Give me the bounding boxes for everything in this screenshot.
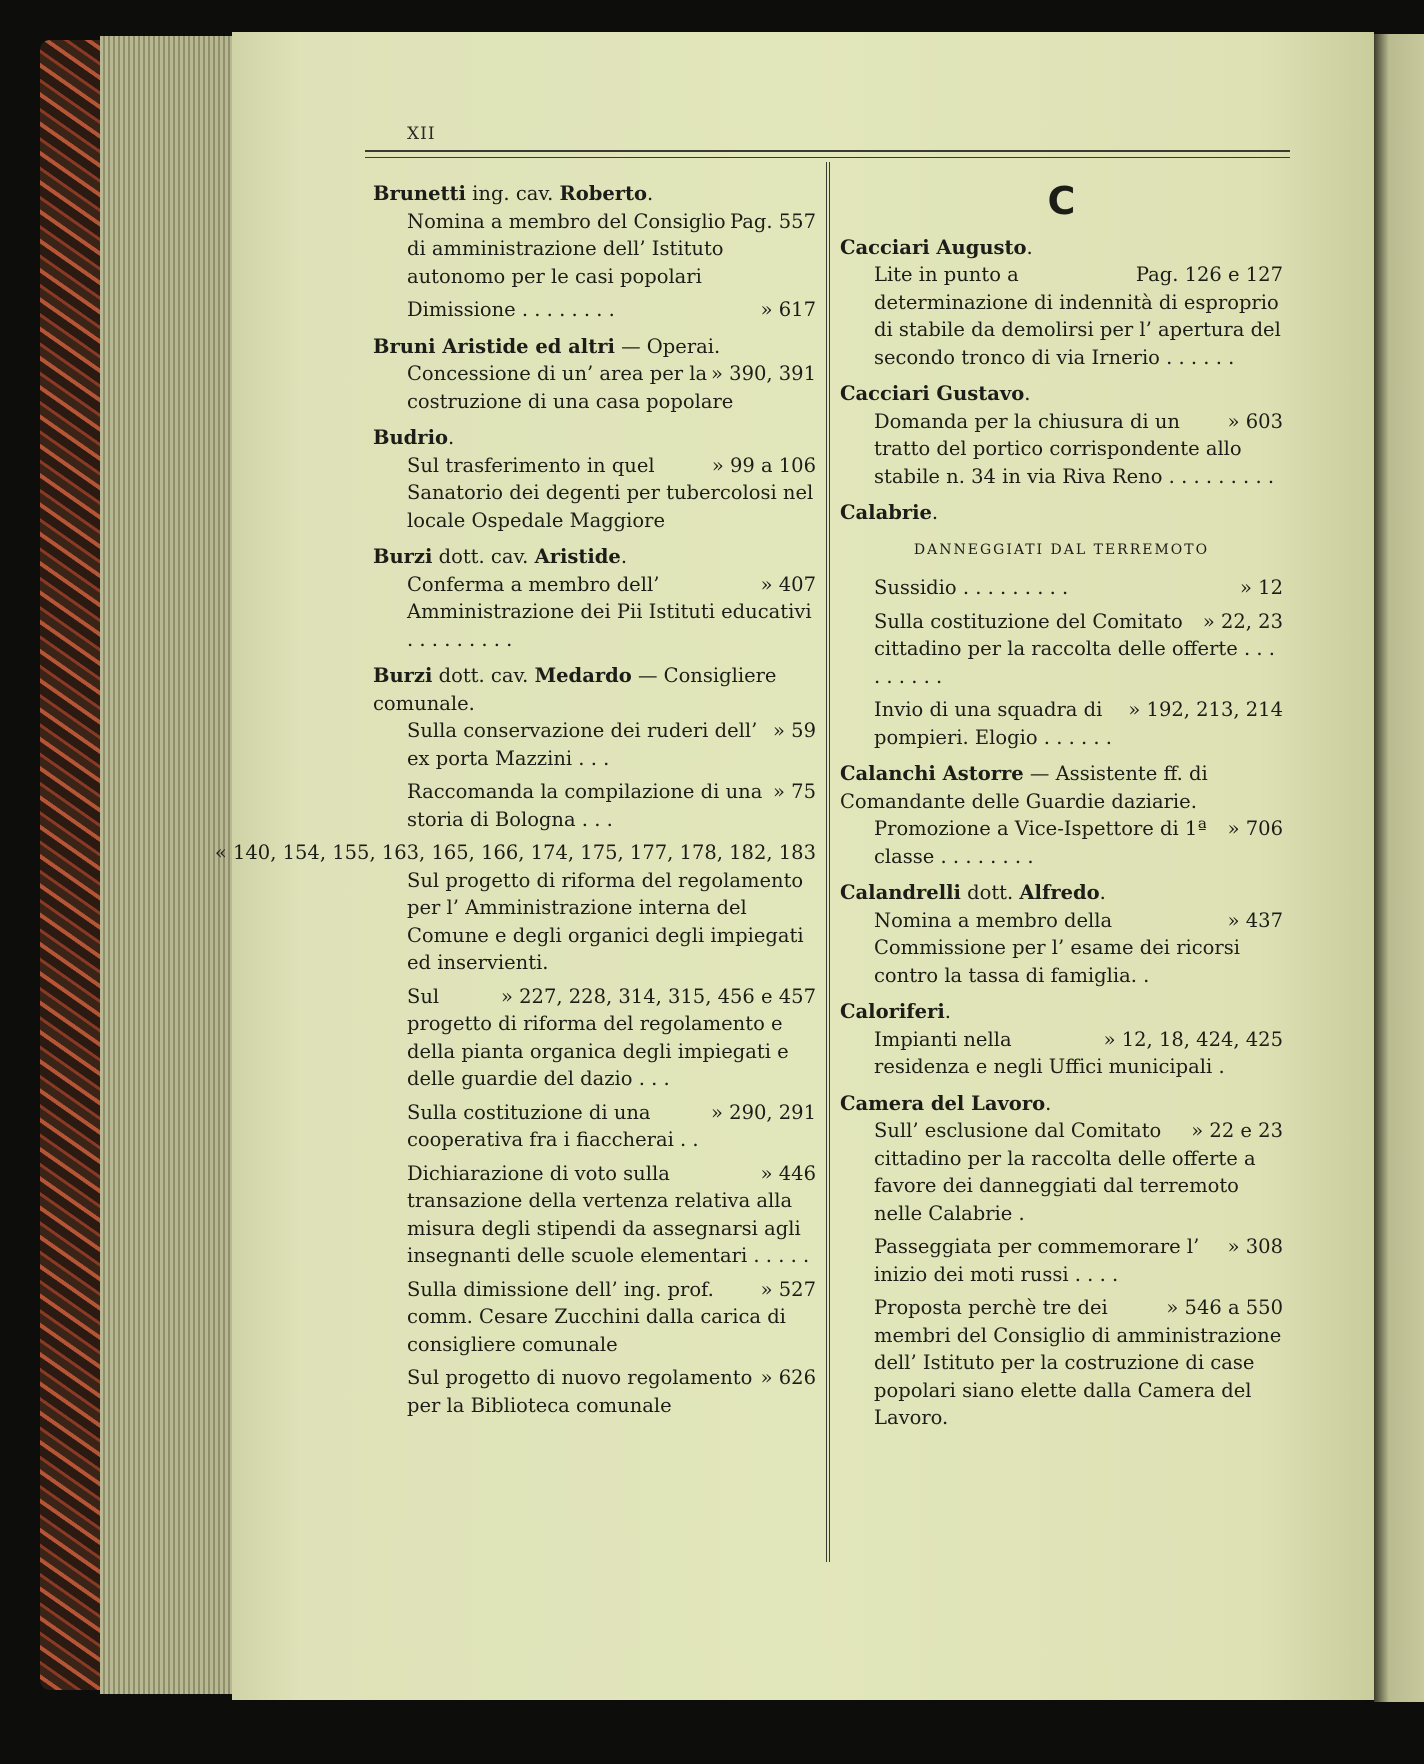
- subentry-text: Sul progetto di riforma del regolamento e della pianta organica degli impiegati e delle guardie del dazio . . .: [407, 984, 789, 1090]
- heading-name: Burzi: [373, 664, 433, 687]
- index-subentry: [874, 261, 1283, 371]
- index-subentry: [407, 983, 816, 1093]
- page-reference: » 75: [773, 780, 816, 803]
- heading-name: Cacciari Gustavo: [840, 382, 1025, 405]
- heading-name: Calandrelli: [840, 881, 961, 904]
- page-reference: » 99 a 106: [711, 453, 816, 477]
- index-entry: [373, 424, 816, 534]
- index-entry: [373, 543, 816, 653]
- index-subentry: [407, 1160, 816, 1270]
- subentry-text: Dimissione . . . . . . . .: [407, 298, 615, 321]
- right-column-entries: [840, 234, 1283, 1432]
- page-reference: » 192, 213, 214: [1128, 698, 1283, 721]
- subentry-text: Sull’ esclusione dal Comitato cittadino per la raccolta delle offerte a favore dei danneggiati dal terremoto nelle Calabrie .: [874, 1119, 1256, 1225]
- entry-heading: [840, 998, 1283, 1026]
- subsection-title: DANNEGGIATI DAL TERREMOTO: [913, 541, 1210, 558]
- index-subentry: [407, 1276, 816, 1359]
- subentry-text: Promozione a Vice-Ispettore di 1ª classe . . . . . . . .: [874, 817, 1207, 868]
- heading-note: .: [1099, 881, 1106, 904]
- index-entry: [214, 662, 816, 1419]
- marbled-cover: [40, 40, 108, 1690]
- subentry-text: Sul trasferimento in quel Sanatorio dei degenti per tubercolosi nel locale Ospedale Maggiore: [407, 453, 814, 532]
- entry-heading: [373, 333, 816, 361]
- heading-title: dott. cav.: [432, 664, 535, 687]
- index-subentry: [407, 452, 816, 535]
- heading-title: ing. cav.: [465, 182, 560, 205]
- subentry-text: Nomina a membro della Commissione per l’ esame dei ricorsi contro la tassa di famiglia. .: [874, 908, 1240, 987]
- heading-title: .: [447, 426, 455, 449]
- header-rule: [365, 150, 1290, 158]
- left-column: [214, 180, 816, 1428]
- page-reference: » 407: [760, 572, 816, 596]
- entry-heading: [373, 424, 816, 452]
- index-subentry: [407, 778, 816, 833]
- index-entry: [840, 760, 1283, 870]
- entry-heading: [373, 543, 816, 571]
- heading-title: .: [1024, 382, 1031, 405]
- page-reference: » 446: [760, 1161, 816, 1185]
- index-entry: [373, 333, 816, 416]
- page-reference: » 59: [773, 719, 816, 742]
- entry-heading: [373, 662, 816, 717]
- subentry-text: Sussidio . . . . . . . . .: [874, 576, 1069, 599]
- subentry-text: Proposta perchè tre dei membri del Consiglio di amministrazione dell’ Istituto per la costruzione di case popolari siano elette dalla Camera del Lavoro.: [874, 1296, 1282, 1429]
- heading-name: Cacciari Augusto: [840, 235, 1027, 259]
- page-reference: » 22 e 23: [1191, 1119, 1283, 1142]
- subentry-text: Invio di una squadra di pompieri. Elogio . . . . . .: [874, 698, 1112, 749]
- heading-title: — Operai.: [614, 334, 721, 358]
- heading-title: dott. cav.: [432, 545, 535, 568]
- subentry-text: Sulla dimissione dell’ ing. prof. comm. Cesare Zucchini dalla carica di consigliere comunale: [407, 1277, 786, 1356]
- heading-given-name: Aristide: [534, 545, 621, 568]
- heading-name: Camera del Lavoro: [840, 1091, 1046, 1115]
- subentry-text: Sul progetto di riforma del regolamento per l’ Amministrazione interna del Comune e degli organici degli impiegati ed inservienti.: [407, 868, 804, 974]
- entry-heading: [840, 760, 1283, 815]
- page-reference: » 527: [760, 1277, 816, 1301]
- subentry-text: Impianti nella residenza e negli Uffici municipali .: [874, 1027, 1225, 1078]
- index-subentry: [874, 408, 1283, 491]
- subentry-text: Raccomanda la compilazione di una storia di Bologna . . .: [407, 780, 763, 831]
- index-subentry: [407, 1364, 816, 1419]
- heading-title: .: [944, 1000, 951, 1023]
- subentry-text: Conferma a membro dell’ Amministrazione dei Pii Istituti educativi . . . . . . . . .: [407, 572, 812, 651]
- heading-given-name: Roberto: [559, 182, 648, 205]
- heading-note: — Consigliere comunale.: [373, 664, 777, 715]
- index-entry: [840, 1090, 1283, 1432]
- page-reference: » 390, 391: [711, 362, 816, 385]
- index-entry: [840, 879, 1283, 989]
- subentry-text: Sulla conservazione dei ruderi dell’ ex porta Mazzini . . .: [407, 719, 758, 770]
- page-reference: » 437: [1227, 908, 1283, 932]
- page-reference: » 12: [1240, 576, 1283, 599]
- index-subentry: [214, 839, 816, 977]
- heading-title: .: [1045, 1091, 1052, 1115]
- page-reference: » 227, 228, 314, 315, 456 e 457: [501, 984, 816, 1008]
- heading-note: .: [620, 545, 628, 568]
- subentry-text: Passeggiata per commemorare l’ inizio dei moti russi . . . .: [874, 1235, 1200, 1286]
- subentry-text: Dichiarazione di voto sulla transazione della vertenza relativa alla misura degli stipendi da assegnarsi agli insegnanti delle scuole elementari . . . . .: [407, 1161, 810, 1267]
- index-subentry: [407, 1099, 816, 1154]
- index-subentry: [407, 360, 816, 415]
- index-entry: [840, 380, 1283, 490]
- index-subentry: [407, 296, 816, 324]
- index-subentry: [874, 1294, 1283, 1432]
- entry-heading: [840, 879, 1283, 907]
- index-subentry: [407, 208, 816, 291]
- heading-title: dott.: [960, 881, 1020, 904]
- entry-heading: [840, 499, 1283, 527]
- subentry-text: Sulla costituzione del Comitato cittadino per la raccolta delle offerte . . . . . . . . .: [874, 609, 1275, 688]
- heading-name: Brunetti: [373, 182, 466, 205]
- index-subentry: [874, 1233, 1283, 1288]
- subentry-text: Sulla costituzione di una cooperativa fra i fiaccherai . .: [407, 1100, 699, 1151]
- heading-title: — Assistente ff. di Comandante delle Guardie daziarie.: [840, 762, 1208, 813]
- heading-name: Bruni Aristide ed altri: [373, 334, 615, 358]
- column-divider: [826, 162, 830, 1562]
- subentry-text: Nomina a membro del Consiglio di amministrazione dell’ Istituto autonomo per le casi popolari: [407, 209, 726, 288]
- heading-name: Budrio: [373, 426, 448, 449]
- entry-heading: [840, 234, 1283, 262]
- index-subentry: [407, 571, 816, 654]
- entry-heading: [840, 1090, 1283, 1118]
- page-reference: » 308: [1227, 1235, 1283, 1258]
- heading-title: .: [931, 501, 939, 524]
- page-reference: » 290, 291: [711, 1100, 816, 1124]
- page-reference: Pag. 557: [730, 209, 816, 233]
- heading-given-name: Alfredo: [1019, 881, 1100, 904]
- entry-heading: [840, 380, 1283, 408]
- index-entry: [840, 998, 1283, 1081]
- heading-name: Caloriferi: [840, 1000, 945, 1023]
- index-subentry: [874, 696, 1283, 751]
- right-column: [840, 180, 1283, 1441]
- index-subentry: [874, 574, 1283, 602]
- page-reference: » 12, 18, 424, 425: [1103, 1027, 1283, 1051]
- heading-name: Burzi: [373, 545, 433, 568]
- page-reference: » 626: [760, 1366, 816, 1389]
- page-reference: » 546 a 550: [1166, 1296, 1283, 1319]
- subentry-text: Sul progetto di nuovo regolamento per la Biblioteca comunale: [407, 1366, 753, 1417]
- page-reference: « 140, 154, 155, 163, 165, 166, 174, 175, 177, 178, 182, 183: [214, 841, 816, 864]
- page-reference: » 706: [1227, 817, 1283, 840]
- index-subentry: [407, 717, 816, 772]
- index-subentry: [874, 1026, 1283, 1081]
- index-subentry: [874, 1117, 1283, 1227]
- heading-name: Calabrie: [840, 501, 932, 524]
- page-reference: » 617: [760, 298, 816, 321]
- entry-heading: [373, 180, 816, 208]
- heading-given-name: Medardo: [534, 664, 632, 687]
- page-number: XII: [407, 124, 436, 144]
- index-entry: [840, 234, 1283, 372]
- index-entry: [373, 180, 816, 324]
- heading-name: Calanchi Astorre: [840, 762, 1024, 785]
- heading-note: .: [647, 182, 654, 205]
- heading-title: .: [1026, 235, 1033, 259]
- section-letter: C: [1047, 179, 1076, 223]
- index-subentry: [874, 815, 1283, 870]
- index-entry: [840, 499, 1283, 751]
- page-reference: Pag. 126 e 127: [1135, 263, 1283, 286]
- index-subentry: [874, 907, 1283, 990]
- index-subentry: [874, 608, 1283, 691]
- facing-page-edge: [1374, 34, 1424, 1702]
- subentry-text: Concessione di un’ area per la costruzione di una casa popolare: [407, 362, 734, 413]
- subentry-text: Lite in punto a determinazione di indennità di esproprio di stabile da demolirsi per l’ apertura del secondo tronco di via Irnerio . . . . . .: [874, 263, 1281, 369]
- subentry-text: Domanda per la chiusura di un tratto del portico corrispondente allo stabile n. 34 in via Riva Reno . . . . . . . . .: [874, 409, 1275, 488]
- page-reference: » 22, 23: [1202, 609, 1283, 633]
- page-reference: » 603: [1227, 409, 1283, 433]
